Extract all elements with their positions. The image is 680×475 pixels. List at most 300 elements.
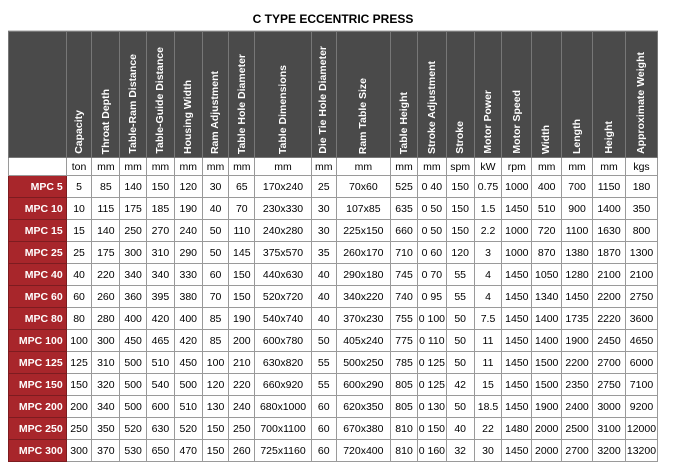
column-header bbox=[66, 32, 92, 158]
model-name-cell: MPC 15 bbox=[9, 220, 67, 242]
table-cell: 805 bbox=[391, 396, 418, 418]
column-header bbox=[532, 32, 562, 158]
table-cell: 1450 bbox=[502, 264, 532, 286]
table-cell: 500x250 bbox=[336, 352, 391, 374]
column-header bbox=[311, 32, 336, 158]
table-cell: 540x740 bbox=[255, 308, 312, 330]
table-cell: 280 bbox=[92, 308, 120, 330]
table-cell: 11 bbox=[474, 330, 502, 352]
table-cell: 2750 bbox=[593, 374, 626, 396]
table-cell: 420 bbox=[147, 308, 175, 330]
table-cell: 540 bbox=[147, 374, 175, 396]
table-cell: 450 bbox=[174, 352, 202, 374]
table-cell: 15 bbox=[474, 374, 502, 396]
table-row bbox=[9, 352, 658, 374]
unit-cell: rpm bbox=[502, 158, 532, 176]
table-cell: 500 bbox=[120, 352, 147, 374]
table-cell: 260 bbox=[229, 440, 255, 462]
table-cell: 270 bbox=[147, 220, 175, 242]
column-header-label: Table-Ram Distance bbox=[126, 54, 139, 154]
model-name-cell: MPC 100 bbox=[9, 330, 67, 352]
header-corner bbox=[9, 32, 67, 158]
table-cell: 107x85 bbox=[336, 198, 391, 220]
table-cell: 775 bbox=[391, 330, 418, 352]
table-cell: 2700 bbox=[562, 440, 593, 462]
table-cell: 375x570 bbox=[255, 242, 312, 264]
column-header bbox=[474, 32, 502, 158]
table-cell: 50 bbox=[446, 352, 474, 374]
table-cell: 130 bbox=[202, 396, 229, 418]
model-name-cell: MPC 250 bbox=[9, 418, 67, 440]
table-cell: 1000 bbox=[502, 220, 532, 242]
table-cell: 1450 bbox=[502, 374, 532, 396]
table-cell: 250 bbox=[229, 418, 255, 440]
column-header bbox=[417, 32, 446, 158]
table-cell: 1400 bbox=[532, 308, 562, 330]
table-title: C TYPE ECCENTRIC PRESS bbox=[8, 8, 658, 31]
table-row bbox=[9, 308, 658, 330]
table-cell: 340 bbox=[92, 396, 120, 418]
table-cell: 310 bbox=[147, 242, 175, 264]
table-cell: 520 bbox=[120, 418, 147, 440]
table-cell: 1450 bbox=[502, 330, 532, 352]
table-cell: 150 bbox=[202, 418, 229, 440]
table-cell: 55 bbox=[311, 352, 336, 374]
table-cell: 10 bbox=[66, 198, 92, 220]
column-header-label: Height bbox=[602, 121, 615, 154]
column-header bbox=[391, 32, 418, 158]
units-corner bbox=[9, 158, 67, 176]
table-cell: 40 bbox=[311, 264, 336, 286]
unit-cell: mm bbox=[593, 158, 626, 176]
table-cell: 0 150 bbox=[417, 418, 446, 440]
table-row bbox=[9, 440, 658, 462]
table-cell: 700 bbox=[562, 176, 593, 198]
table-cell: 50 bbox=[446, 308, 474, 330]
table-cell: 350 bbox=[625, 198, 657, 220]
unit-cell: ton bbox=[66, 158, 92, 176]
table-cell: 465 bbox=[147, 330, 175, 352]
table-cell: 80 bbox=[66, 308, 92, 330]
table-cell: 720 bbox=[532, 220, 562, 242]
table-cell: 100 bbox=[66, 330, 92, 352]
table-cell: 1500 bbox=[532, 374, 562, 396]
table-cell: 150 bbox=[446, 176, 474, 198]
table-cell: 60 bbox=[311, 440, 336, 462]
column-header-label: Capacity bbox=[72, 110, 85, 154]
unit-cell: mm bbox=[92, 158, 120, 176]
table-cell: 4650 bbox=[625, 330, 657, 352]
table-cell: 180 bbox=[625, 176, 657, 198]
table-cell: 805 bbox=[391, 374, 418, 396]
table-cell: 1050 bbox=[532, 264, 562, 286]
table-cell: 500 bbox=[120, 396, 147, 418]
table-cell: 65 bbox=[229, 176, 255, 198]
column-header-label: Approximate Weight bbox=[635, 52, 648, 154]
table-cell: 520 bbox=[174, 418, 202, 440]
table-cell: 2000 bbox=[532, 440, 562, 462]
table-cell: 175 bbox=[120, 198, 147, 220]
table-cell: 55 bbox=[446, 264, 474, 286]
table-cell: 290 bbox=[174, 242, 202, 264]
model-name-cell: MPC 200 bbox=[9, 396, 67, 418]
table-cell: 635 bbox=[391, 198, 418, 220]
table-row bbox=[9, 286, 658, 308]
table-cell: 2100 bbox=[593, 264, 626, 286]
table-cell: 0 100 bbox=[417, 308, 446, 330]
table-cell: 660 bbox=[391, 220, 418, 242]
column-header-label: Table Hole Diameter bbox=[235, 53, 248, 154]
table-cell: 7100 bbox=[625, 374, 657, 396]
table-cell: 12000 bbox=[625, 418, 657, 440]
table-cell: 50 bbox=[202, 220, 229, 242]
table-cell: 0 125 bbox=[417, 352, 446, 374]
table-cell: 1500 bbox=[532, 352, 562, 374]
unit-cell: mm bbox=[229, 158, 255, 176]
table-cell: 660x920 bbox=[255, 374, 312, 396]
table-cell: 2350 bbox=[562, 374, 593, 396]
table-cell: 810 bbox=[391, 418, 418, 440]
unit-cell: mm bbox=[532, 158, 562, 176]
column-header-label: Ram Table Size bbox=[357, 77, 370, 154]
table-cell: 3200 bbox=[593, 440, 626, 462]
table-cell: 140 bbox=[120, 176, 147, 198]
table-cell: 680x1000 bbox=[255, 396, 312, 418]
table-cell: 70 bbox=[229, 198, 255, 220]
table-cell: 250 bbox=[120, 220, 147, 242]
table-row bbox=[9, 198, 658, 220]
table-cell: 400 bbox=[120, 308, 147, 330]
table-row bbox=[9, 330, 658, 352]
table-cell: 1900 bbox=[562, 330, 593, 352]
column-header bbox=[120, 32, 147, 158]
table-cell: 200 bbox=[66, 396, 92, 418]
table-cell: 110 bbox=[229, 220, 255, 242]
table-cell: 1630 bbox=[593, 220, 626, 242]
table-cell: 2700 bbox=[593, 352, 626, 374]
column-header-label: Stroke Adjustment bbox=[425, 61, 438, 154]
table-cell: 40 bbox=[446, 418, 474, 440]
table-cell: 2000 bbox=[532, 418, 562, 440]
unit-cell: kW bbox=[474, 158, 502, 176]
column-header bbox=[229, 32, 255, 158]
table-cell: 1000 bbox=[502, 176, 532, 198]
table-cell: 13200 bbox=[625, 440, 657, 462]
table-cell: 510 bbox=[532, 198, 562, 220]
table-cell: 785 bbox=[391, 352, 418, 374]
table-cell: 0 110 bbox=[417, 330, 446, 352]
table-cell: 1280 bbox=[562, 264, 593, 286]
table-cell: 2100 bbox=[625, 264, 657, 286]
table-cell: 0 160 bbox=[417, 440, 446, 462]
table-cell: 18.5 bbox=[474, 396, 502, 418]
table-cell: 755 bbox=[391, 308, 418, 330]
table-cell: 185 bbox=[147, 198, 175, 220]
column-header-label: Stroke bbox=[453, 121, 466, 154]
column-header bbox=[625, 32, 657, 158]
table-cell: 1100 bbox=[562, 220, 593, 242]
unit-cell: mm bbox=[562, 158, 593, 176]
table-cell: 0 125 bbox=[417, 374, 446, 396]
table-cell: 630x820 bbox=[255, 352, 312, 374]
table-cell: 1450 bbox=[502, 440, 532, 462]
model-name-cell: MPC 25 bbox=[9, 242, 67, 264]
table-cell: 510 bbox=[147, 352, 175, 374]
table-cell: 0 70 bbox=[417, 264, 446, 286]
table-cell: 120 bbox=[202, 374, 229, 396]
table-cell: 710 bbox=[391, 242, 418, 264]
column-header-label: Ram Adjustment bbox=[209, 70, 222, 154]
column-header bbox=[446, 32, 474, 158]
table-cell: 4 bbox=[474, 264, 502, 286]
table-cell: 1900 bbox=[532, 396, 562, 418]
column-header-label: Housing Width bbox=[182, 80, 194, 154]
table-cell: 22 bbox=[474, 418, 502, 440]
table-cell: 115 bbox=[92, 198, 120, 220]
table-cell: 600x780 bbox=[255, 330, 312, 352]
table-cell: 70 bbox=[202, 286, 229, 308]
column-header-label: Table Dimensions bbox=[276, 64, 289, 154]
table-cell: 125 bbox=[66, 352, 92, 374]
table-cell: 150 bbox=[446, 198, 474, 220]
column-header-label: Width bbox=[540, 124, 553, 154]
table-cell: 50 bbox=[446, 330, 474, 352]
model-name-cell: MPC 60 bbox=[9, 286, 67, 308]
table-cell: 1450 bbox=[502, 308, 532, 330]
table-cell: 3 bbox=[474, 242, 502, 264]
table-row bbox=[9, 396, 658, 418]
table-cell: 4 bbox=[474, 286, 502, 308]
table-cell: 3000 bbox=[593, 396, 626, 418]
table-cell: 260 bbox=[92, 286, 120, 308]
table-cell: 320 bbox=[92, 374, 120, 396]
table-cell: 150 bbox=[66, 374, 92, 396]
table-cell: 395 bbox=[147, 286, 175, 308]
table-cell: 30 bbox=[202, 176, 229, 198]
table-cell: 32 bbox=[446, 440, 474, 462]
table-cell: 220 bbox=[92, 264, 120, 286]
table-cell: 700x1100 bbox=[255, 418, 312, 440]
table-cell: 55 bbox=[311, 374, 336, 396]
model-name-cell: MPC 300 bbox=[9, 440, 67, 462]
table-cell: 30 bbox=[311, 198, 336, 220]
units-row bbox=[9, 158, 658, 176]
table-cell: 440x630 bbox=[255, 264, 312, 286]
table-cell: 150 bbox=[202, 440, 229, 462]
table-cell: 2.2 bbox=[474, 220, 502, 242]
table-cell: 210 bbox=[229, 352, 255, 374]
table-cell: 30 bbox=[311, 220, 336, 242]
table-cell: 9200 bbox=[625, 396, 657, 418]
table-cell: 870 bbox=[532, 242, 562, 264]
table-cell: 240 bbox=[174, 220, 202, 242]
column-header-label: Motor Power bbox=[481, 90, 494, 154]
column-header bbox=[255, 32, 312, 158]
table-cell: 510 bbox=[174, 396, 202, 418]
table-cell: 1300 bbox=[625, 242, 657, 264]
table-cell: 380 bbox=[174, 286, 202, 308]
table-cell: 405x240 bbox=[336, 330, 391, 352]
table-cell: 40 bbox=[66, 264, 92, 286]
table-cell: 725x1160 bbox=[255, 440, 312, 462]
model-name-cell: MPC 150 bbox=[9, 374, 67, 396]
unit-cell: mm bbox=[202, 158, 229, 176]
table-cell: 420 bbox=[174, 330, 202, 352]
unit-cell: mm bbox=[255, 158, 312, 176]
model-name-cell: MPC 125 bbox=[9, 352, 67, 374]
table-cell: 2400 bbox=[562, 396, 593, 418]
table-cell: 120 bbox=[174, 176, 202, 198]
table-cell: 2750 bbox=[625, 286, 657, 308]
table-cell: 1450 bbox=[502, 396, 532, 418]
table-cell: 60 bbox=[311, 396, 336, 418]
table-cell: 370 bbox=[92, 440, 120, 462]
column-header-label: Die Tie Hole Diameter bbox=[317, 46, 330, 154]
table-cell: 60 bbox=[311, 418, 336, 440]
table-cell: 360 bbox=[120, 286, 147, 308]
table-cell: 1400 bbox=[593, 198, 626, 220]
column-header-label: Table-Guide Distance bbox=[154, 47, 167, 154]
table-cell: 1340 bbox=[532, 286, 562, 308]
table-cell: 350 bbox=[92, 418, 120, 440]
table-cell: 1150 bbox=[593, 176, 626, 198]
table-cell: 500 bbox=[120, 374, 147, 396]
table-cell: 0 50 bbox=[417, 220, 446, 242]
table-cell: 250 bbox=[66, 418, 92, 440]
model-name-cell: MPC 40 bbox=[9, 264, 67, 286]
table-cell: 500 bbox=[174, 374, 202, 396]
table-cell: 900 bbox=[562, 198, 593, 220]
table-cell: 50 bbox=[311, 330, 336, 352]
table-cell: 600 bbox=[147, 396, 175, 418]
spec-sheet bbox=[8, 8, 658, 462]
table-cell: 2450 bbox=[593, 330, 626, 352]
table-cell: 190 bbox=[229, 308, 255, 330]
table-cell: 60 bbox=[202, 264, 229, 286]
model-name-cell: MPC 5 bbox=[9, 176, 67, 198]
table-cell: 15 bbox=[66, 220, 92, 242]
table-cell: 220 bbox=[229, 374, 255, 396]
table-cell: 85 bbox=[202, 330, 229, 352]
table-row bbox=[9, 220, 658, 242]
unit-cell: kgs bbox=[625, 158, 657, 176]
header-row bbox=[9, 32, 658, 158]
table-cell: 400 bbox=[174, 308, 202, 330]
table-cell: 6000 bbox=[625, 352, 657, 374]
table-cell: 150 bbox=[147, 176, 175, 198]
table-cell: 2500 bbox=[562, 418, 593, 440]
table-cell: 70x60 bbox=[336, 176, 391, 198]
table-cell: 520x720 bbox=[255, 286, 312, 308]
table-cell: 300 bbox=[66, 440, 92, 462]
column-header bbox=[502, 32, 532, 158]
table-cell: 300 bbox=[120, 242, 147, 264]
table-cell: 230x330 bbox=[255, 198, 312, 220]
table-cell: 2220 bbox=[593, 308, 626, 330]
model-name-cell: MPC 10 bbox=[9, 198, 67, 220]
column-header-label: Length bbox=[570, 119, 583, 154]
table-cell: 3100 bbox=[593, 418, 626, 440]
table-cell: 240x280 bbox=[255, 220, 312, 242]
unit-cell: mm bbox=[336, 158, 391, 176]
table-cell: 400 bbox=[532, 176, 562, 198]
table-cell: 5 bbox=[66, 176, 92, 198]
table-cell: 2200 bbox=[593, 286, 626, 308]
table-cell: 2200 bbox=[562, 352, 593, 374]
table-cell: 1.5 bbox=[474, 198, 502, 220]
table-cell: 1870 bbox=[593, 242, 626, 264]
table-body bbox=[9, 176, 658, 462]
table-cell: 0 50 bbox=[417, 198, 446, 220]
table-cell: 670x380 bbox=[336, 418, 391, 440]
column-header bbox=[147, 32, 175, 158]
table-cell: 3600 bbox=[625, 308, 657, 330]
table-cell: 175 bbox=[92, 242, 120, 264]
table-cell: 240 bbox=[229, 396, 255, 418]
table-cell: 40 bbox=[311, 286, 336, 308]
unit-cell: mm bbox=[417, 158, 446, 176]
table-cell: 0 130 bbox=[417, 396, 446, 418]
table-cell: 740 bbox=[391, 286, 418, 308]
table-cell: 1450 bbox=[502, 286, 532, 308]
table-cell: 225x150 bbox=[336, 220, 391, 242]
table-cell: 0 40 bbox=[417, 176, 446, 198]
table-cell: 300 bbox=[92, 330, 120, 352]
table-cell: 50 bbox=[446, 396, 474, 418]
table-cell: 1400 bbox=[532, 330, 562, 352]
column-header-label: Motor Speed bbox=[510, 90, 523, 154]
table-row bbox=[9, 176, 658, 198]
table-cell: 55 bbox=[446, 286, 474, 308]
table-cell: 620x350 bbox=[336, 396, 391, 418]
column-header bbox=[174, 32, 202, 158]
table-row bbox=[9, 374, 658, 396]
table-cell: 630 bbox=[147, 418, 175, 440]
table-cell: 35 bbox=[311, 242, 336, 264]
unit-cell: mm bbox=[311, 158, 336, 176]
table-cell: 1450 bbox=[502, 352, 532, 374]
table-cell: 25 bbox=[66, 242, 92, 264]
table-cell: 1450 bbox=[502, 198, 532, 220]
table-cell: 1380 bbox=[562, 242, 593, 264]
table-cell: 745 bbox=[391, 264, 418, 286]
table-cell: 85 bbox=[92, 176, 120, 198]
table-cell: 0 95 bbox=[417, 286, 446, 308]
table-row bbox=[9, 242, 658, 264]
table-cell: 85 bbox=[202, 308, 229, 330]
table-cell: 470 bbox=[174, 440, 202, 462]
table-cell: 0 60 bbox=[417, 242, 446, 264]
table-cell: 260x170 bbox=[336, 242, 391, 264]
table-cell: 150 bbox=[229, 286, 255, 308]
table-row bbox=[9, 418, 658, 440]
table-cell: 810 bbox=[391, 440, 418, 462]
table-cell: 340 bbox=[147, 264, 175, 286]
table-cell: 1735 bbox=[562, 308, 593, 330]
table-cell: 720x400 bbox=[336, 440, 391, 462]
table-cell: 40 bbox=[311, 308, 336, 330]
table-cell: 11 bbox=[474, 352, 502, 374]
table-cell: 30 bbox=[474, 440, 502, 462]
table-cell: 150 bbox=[229, 264, 255, 286]
table-cell: 1480 bbox=[502, 418, 532, 440]
spec-table bbox=[8, 31, 658, 462]
table-cell: 525 bbox=[391, 176, 418, 198]
table-cell: 60 bbox=[66, 286, 92, 308]
table-cell: 150 bbox=[446, 220, 474, 242]
table-cell: 0.75 bbox=[474, 176, 502, 198]
table-cell: 370x230 bbox=[336, 308, 391, 330]
